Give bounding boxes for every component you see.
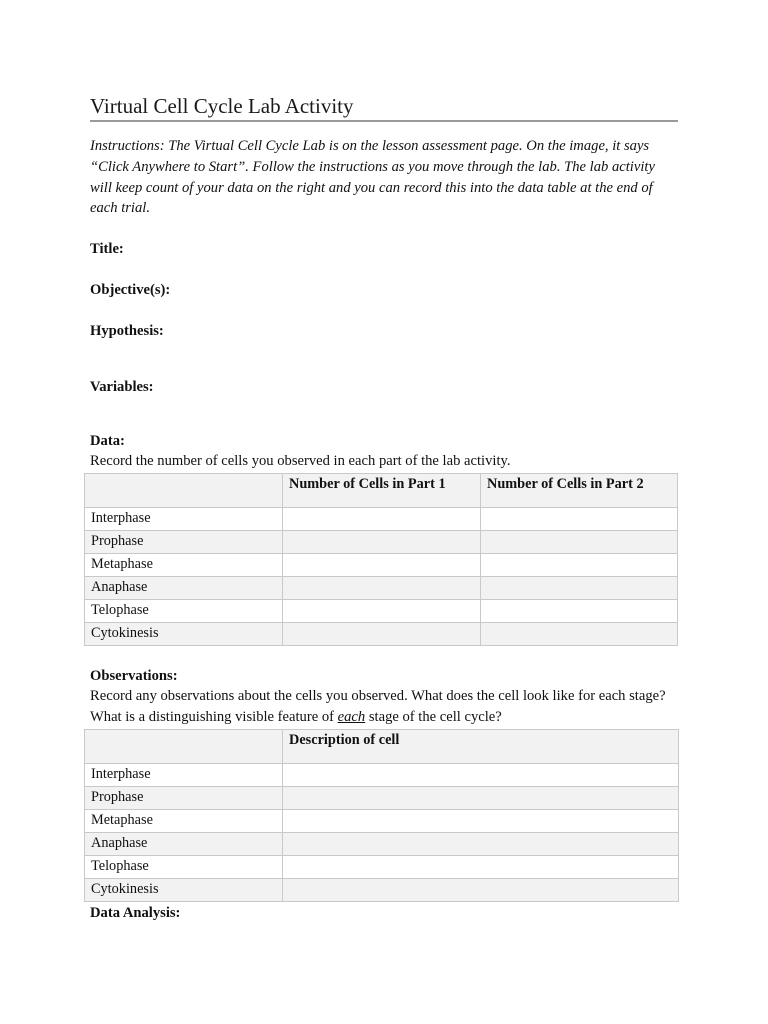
part1-count-cell[interactable] — [283, 531, 481, 554]
description-cell[interactable] — [283, 833, 679, 856]
stage-label: Metaphase — [85, 810, 283, 833]
objectives-field-label: Objective(s): — [90, 282, 171, 298]
table-row — [85, 531, 678, 554]
part2-count-cell[interactable] — [481, 623, 678, 646]
part1-count-cell[interactable] — [283, 577, 481, 600]
obs-table-header-description: Description of cell — [283, 730, 679, 764]
table-row — [85, 577, 678, 600]
data-table-header-stage — [85, 474, 283, 508]
description-cell[interactable] — [283, 879, 679, 902]
stage-label: Interphase — [85, 764, 283, 787]
table-row — [85, 554, 678, 577]
table-row — [85, 764, 679, 787]
data-analysis-label: Data Analysis: — [90, 905, 181, 921]
table-row — [85, 787, 679, 810]
table-row — [85, 810, 679, 833]
observations-intro-part1: Record any observations about the cells you observed. What does the cell look like for each stage? What is a distinguishing visible feature of — [90, 688, 666, 725]
table-row — [85, 508, 678, 531]
description-cell[interactable] — [283, 787, 679, 810]
stage-label: Prophase — [85, 531, 283, 554]
stage-label: Telophase — [85, 856, 283, 879]
part1-count-cell[interactable] — [283, 508, 481, 531]
stage-label: Interphase — [85, 508, 283, 531]
observations-intro-text — [90, 686, 680, 728]
observations-section-label: Observations: — [90, 668, 178, 684]
part1-count-cell[interactable] — [283, 623, 481, 646]
obs-table-header-stage — [85, 730, 283, 764]
part1-count-cell[interactable] — [283, 600, 481, 623]
table-row — [85, 856, 679, 879]
table-row — [85, 623, 678, 646]
description-cell[interactable] — [283, 856, 679, 879]
variables-field-label: Variables: — [90, 379, 154, 395]
part2-count-cell[interactable] — [481, 508, 678, 531]
data-intro-text: Record the number of cells you observed in each part of the lab activity. — [90, 453, 511, 469]
document-title: Virtual Cell Cycle Lab Activity — [90, 94, 354, 118]
part2-count-cell[interactable] — [481, 531, 678, 554]
table-row — [85, 833, 679, 856]
title-underline — [90, 120, 678, 122]
stage-label: Cytokinesis — [85, 623, 283, 646]
table-row — [85, 879, 679, 902]
stage-label: Anaphase — [85, 833, 283, 856]
part1-count-cell[interactable] — [283, 554, 481, 577]
table-row — [85, 600, 678, 623]
data-section-label: Data: — [90, 433, 125, 449]
part2-count-cell[interactable] — [481, 577, 678, 600]
stage-label: Telophase — [85, 600, 283, 623]
data-table-header-part2: Number of Cells in Part 2 — [481, 474, 678, 508]
part2-count-cell[interactable] — [481, 554, 678, 577]
description-cell[interactable] — [283, 810, 679, 833]
hypothesis-field-label: Hypothesis: — [90, 323, 164, 339]
stage-label: Metaphase — [85, 554, 283, 577]
observations-table — [84, 729, 679, 902]
obs-table-header-row — [85, 730, 679, 764]
data-table-header-row — [85, 474, 678, 508]
instructions-paragraph: Instructions: The Virtual Cell Cycle Lab is on the lesson assessment page. On the image, it says “Click Anywhere to Start”. Follow the instructions as you move through the lab. The lab activity will keep count of your data on the right and you can record this into the data table at the end of each trial. — [90, 138, 655, 217]
stage-label: Anaphase — [85, 577, 283, 600]
title-field-label: Title: — [90, 241, 124, 257]
observations-intro-emphasis: each — [337, 709, 366, 725]
data-table — [84, 473, 678, 646]
part2-count-cell[interactable] — [481, 600, 678, 623]
stage-label: Prophase — [85, 787, 283, 810]
stage-label: Cytokinesis — [85, 879, 283, 902]
description-cell[interactable] — [283, 764, 679, 787]
data-table-header-part1: Number of Cells in Part 1 — [283, 474, 481, 508]
observations-intro-part2: stage of the cell cycle? — [365, 709, 502, 725]
